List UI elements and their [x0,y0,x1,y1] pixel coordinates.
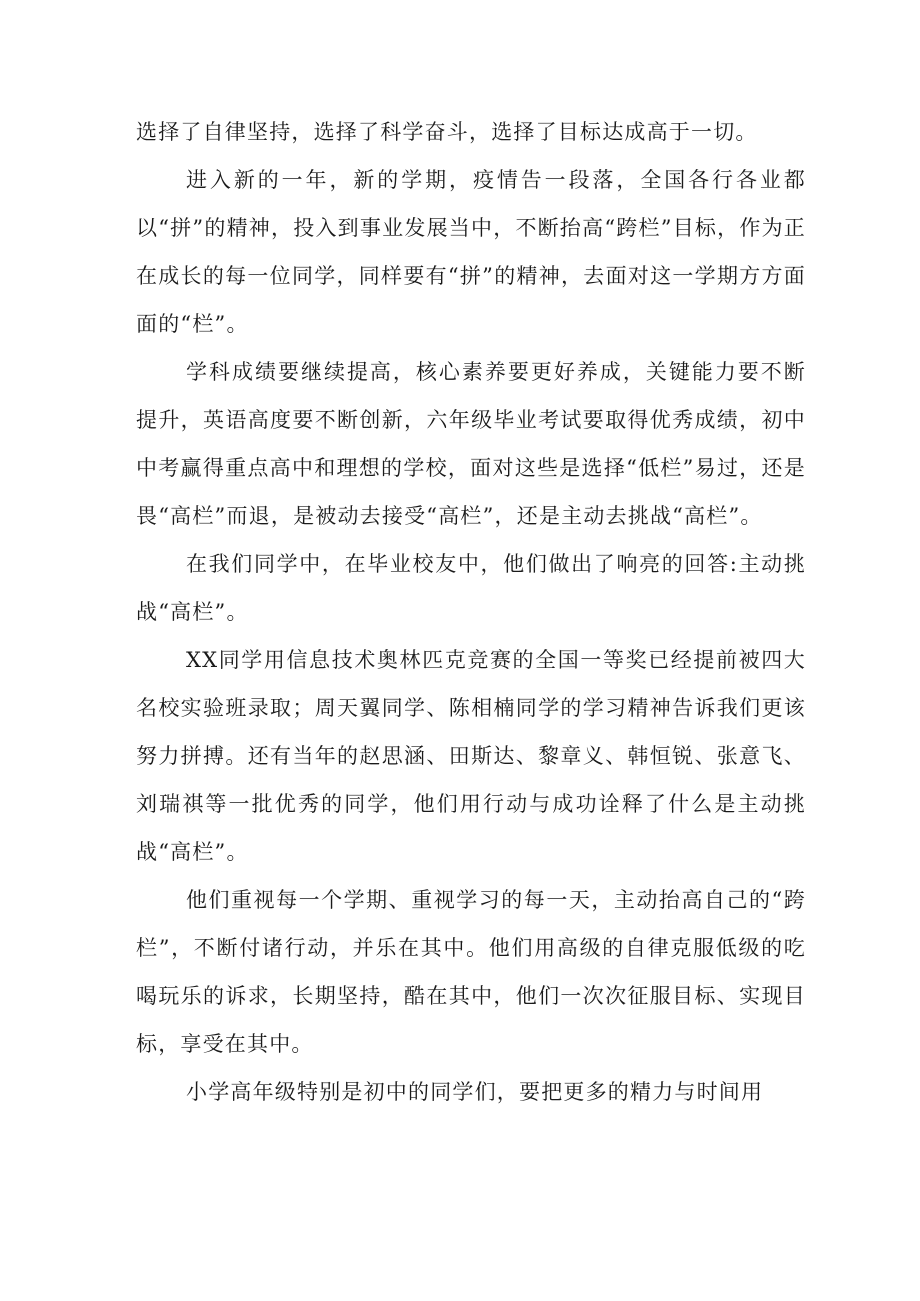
paragraph-academic-goals: 学科成绩要继续提高，核心素养要更好养成，关键能力要不断提升，英语高度要不断创新，六年级毕业考试要取得优秀成绩，初中中考赢得重点高中和理想的学校，面对这些是选择“低栏”易过，还是畏“高栏”而退，是被动去接受“高栏”，还是主动去挑战“高栏”。 [136,360,806,528]
paragraph-new-semester: 进入新的一年，新的学期，疫情告一段落，全国各行各业都以“拼”的精神，投入到事业发展当中，不断抬高“跨栏”目标，作为正在成长的每一位同学，同样要有“拼”的精神，去面对这一学期方方面面的“栏”。 [136,168,806,336]
paragraph-student-examples: XX同学用信息技术奥林匹克竞赛的全国一等奖已经提前被四大名校实验班录取；周天翼同学、陈相楠同学的学习精神告诉我们更该努力拼搏。还有当年的赵思涵、田斯达、黎章义、韩恒锐、张意飞、刘瑞祺等一批优秀的同学，他们用行动与成功诠释了什么是主动挑战“高栏”。 [136,648,806,864]
paragraph-advice-start: 小学高年级特别是初中的同学们，要把更多的精力与时间用 [186,1080,764,1104]
paragraph-self-discipline: 他们重视每一个学期、重视学习的每一天，主动抬高自己的“跨栏”，不断付诸行动，并乐在其中。他们用高级的自律克服低级的吃喝玩乐的诉求，长期坚持，酷在其中，他们一次次征服目标、实现目标，享受在其中。 [136,888,806,1056]
paragraph-student-answer: 在我们同学中，在毕业校友中，他们做出了响亮的回答:主动挑战“高栏”。 [136,552,806,624]
document-body [136,108,806,1116]
paragraph-continuation: 选择了自律坚持，选择了科学奋斗，选择了目标达成高于一切。 [136,120,758,144]
